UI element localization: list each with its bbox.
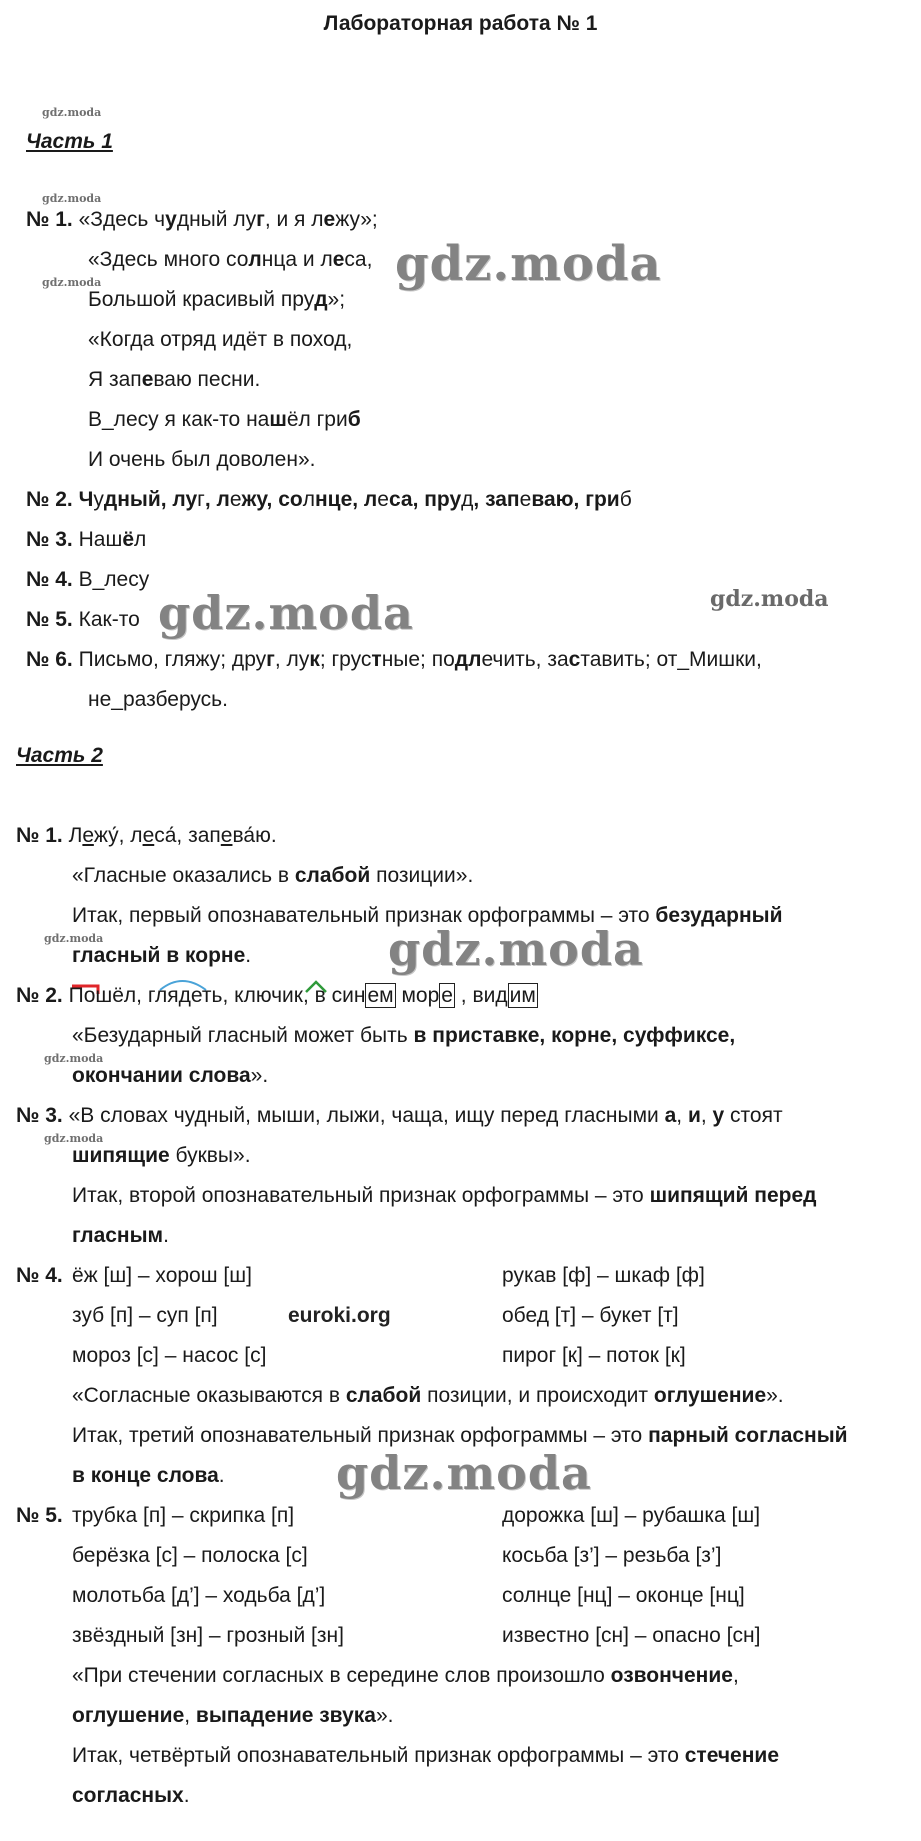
p2-n3-number: № 3. xyxy=(16,1104,63,1127)
p2-n1-number: № 1. xyxy=(16,824,63,847)
p2-n1-summary2: гласный в корне. xyxy=(72,944,252,967)
ending-box-icon: е xyxy=(441,984,453,1007)
watermark-big: gdz.moda xyxy=(395,236,662,292)
p1-n6-line2: не_разберусь. xyxy=(88,688,228,711)
p2-n5-summary2: согласных. xyxy=(72,1784,190,1807)
p1-n4-number: № 4. xyxy=(26,568,73,591)
p1-n1-line7: И очень был доволен». xyxy=(88,448,316,471)
watermark-small: gdz.moda xyxy=(44,1132,104,1145)
p2-n3-line3: Итак, второй опознавательный признак орфограммы – это шипящий перед xyxy=(72,1184,817,1207)
p1-n1-line3: Большой красивый пруд»; xyxy=(88,288,346,311)
p2-n2-quote1: «Безударный гласный может быть в приставке, корне, суффиксе, xyxy=(72,1024,736,1047)
p2-n5-summary1: Итак, четвёртый опознавательный признак орфограммы – это стечение xyxy=(72,1744,780,1767)
p2-n1-quote: «Гласные оказались в слабой позиции». xyxy=(72,864,474,887)
watermark-small: gdz.moda xyxy=(42,192,102,205)
p2-n5-right-row: косьба [з’] – резьба [з’] xyxy=(502,1544,722,1567)
p1-n1-line1: № 1. «Здесь чудный луг, и я лежу»; xyxy=(26,208,378,231)
watermark-mid: gdz.moda xyxy=(710,586,829,612)
p1-n1-number: № 1. xyxy=(26,208,73,231)
watermark-small: gdz.moda xyxy=(44,1052,104,1065)
p1-n2-number: № 2. xyxy=(26,488,73,511)
p2-n4-right-row: рукав [ф] – шкаф [ф] xyxy=(502,1264,705,1287)
p2-n5-left-row: молотьба [д’] – ходьба [д’] xyxy=(72,1584,326,1607)
p2-n3-line1: № 3. «В словах чудный, мыши, лыжи, чаща, ищу перед гласными а, и, у стоят xyxy=(16,1104,783,1127)
p2-n5-right-row: известно [сн] – опасно [сн] xyxy=(502,1624,761,1647)
p2-n5-quote2: оглушение, выпадение звука». xyxy=(72,1704,394,1727)
p2-n3-line4: гласным. xyxy=(72,1224,169,1247)
p2-n5-right-row: солнце [нц] – оконце [нц] xyxy=(502,1584,745,1607)
p1-n3-line: № 3. Нашёл xyxy=(26,528,147,551)
p2-n2-line1: № 2. Пошёл, глядеть, ключик, в синем море , видим xyxy=(16,984,536,1007)
watermark-small: gdz.moda xyxy=(44,932,104,945)
page-title: Лабораторная работа № 1 xyxy=(323,12,598,35)
p2-n4-left-row: ёж [ш] – хорош [ш] xyxy=(72,1264,252,1287)
p1-n1-line5: Я запеваю песни. xyxy=(88,368,261,391)
ending-box-icon: ем xyxy=(367,984,394,1007)
p2-n5-left-row: трубка [п] – скрипка [п] xyxy=(72,1504,295,1527)
p1-n3-number: № 3. xyxy=(26,528,73,551)
p2-n4-left-row: мороз [с] – насос [с] xyxy=(72,1344,267,1367)
p2-n4-number: № 4. xyxy=(16,1264,63,1287)
part2-heading: Часть 2 xyxy=(16,744,103,767)
p2-n5-number: № 5. xyxy=(16,1504,63,1527)
part1-heading: Часть 1 xyxy=(26,130,113,153)
p2-n4-right-row: пирог [к] – поток [к] xyxy=(502,1344,686,1367)
p1-n6-number: № 6. xyxy=(26,648,73,671)
p2-n1-summary1: Итак, первый опознавательный признак орфограммы – это безударный xyxy=(72,904,783,927)
p1-n5-number: № 5. xyxy=(26,608,73,631)
watermark-big: gdz.moda xyxy=(388,922,644,976)
p2-n5-quote1: «При стечении согласных в середине слов произошло озвончение, xyxy=(72,1664,739,1687)
p1-n6-line1: № 6. Письмо, гляжу; друг, лук; грустные; подлечить, заставить; от_Мишки, xyxy=(26,648,762,671)
p2-n5-right-row: дорожка [ш] – рубашка [ш] xyxy=(502,1504,761,1527)
p2-n4-summary1: Итак, третий опознавательный признак орфограммы – это парный согласный xyxy=(72,1424,848,1447)
p1-n1-line2: «Здесь много солнца и леса, xyxy=(88,248,373,271)
p1-n5-line: № 5. Как-то xyxy=(26,608,140,631)
watermark-small: gdz.moda xyxy=(42,276,102,289)
p2-n5-left-row: берёзка [с] – полоска [с] xyxy=(72,1544,308,1567)
p1-n2-line: № 2. Чудный, луг, лежу, солнце, леса, пруд, запеваю, гриб xyxy=(26,488,632,511)
p2-n4-quote: «Согласные оказываются в слабой позиции, и происходит оглушение». xyxy=(72,1384,784,1407)
p2-n2-quote2: окончании слова». xyxy=(72,1064,269,1087)
p1-n4-line: № 4. В_лесу xyxy=(26,568,150,591)
watermark-small: gdz.moda xyxy=(42,106,102,119)
p2-n4-summary2: в конце слова. xyxy=(72,1464,225,1487)
p2-n1-line1: № 1. Лежу́, леса́, запева́ю. xyxy=(16,824,277,847)
p2-n5-left-row: звёздный [зн] – грозный [зн] xyxy=(72,1624,344,1647)
watermark-big: gdz.moda xyxy=(336,1446,592,1500)
p2-n4-right-row: обед [т] – букет [т] xyxy=(502,1304,679,1327)
p2-n2-number: № 2. xyxy=(16,984,63,1007)
watermark-euroki: euroki.org xyxy=(288,1304,391,1327)
p1-n1-line6: В_лесу я как-то нашёл гриб xyxy=(88,408,361,431)
p2-n4-left-row: зуб [п] – суп [п] xyxy=(72,1304,218,1327)
ending-box-icon: им xyxy=(509,984,536,1007)
p1-n1-line4: «Когда отряд идёт в поход, xyxy=(88,328,353,351)
p2-n3-line2: шипящие буквы». xyxy=(72,1144,251,1167)
watermark-big: gdz.moda xyxy=(158,586,414,640)
